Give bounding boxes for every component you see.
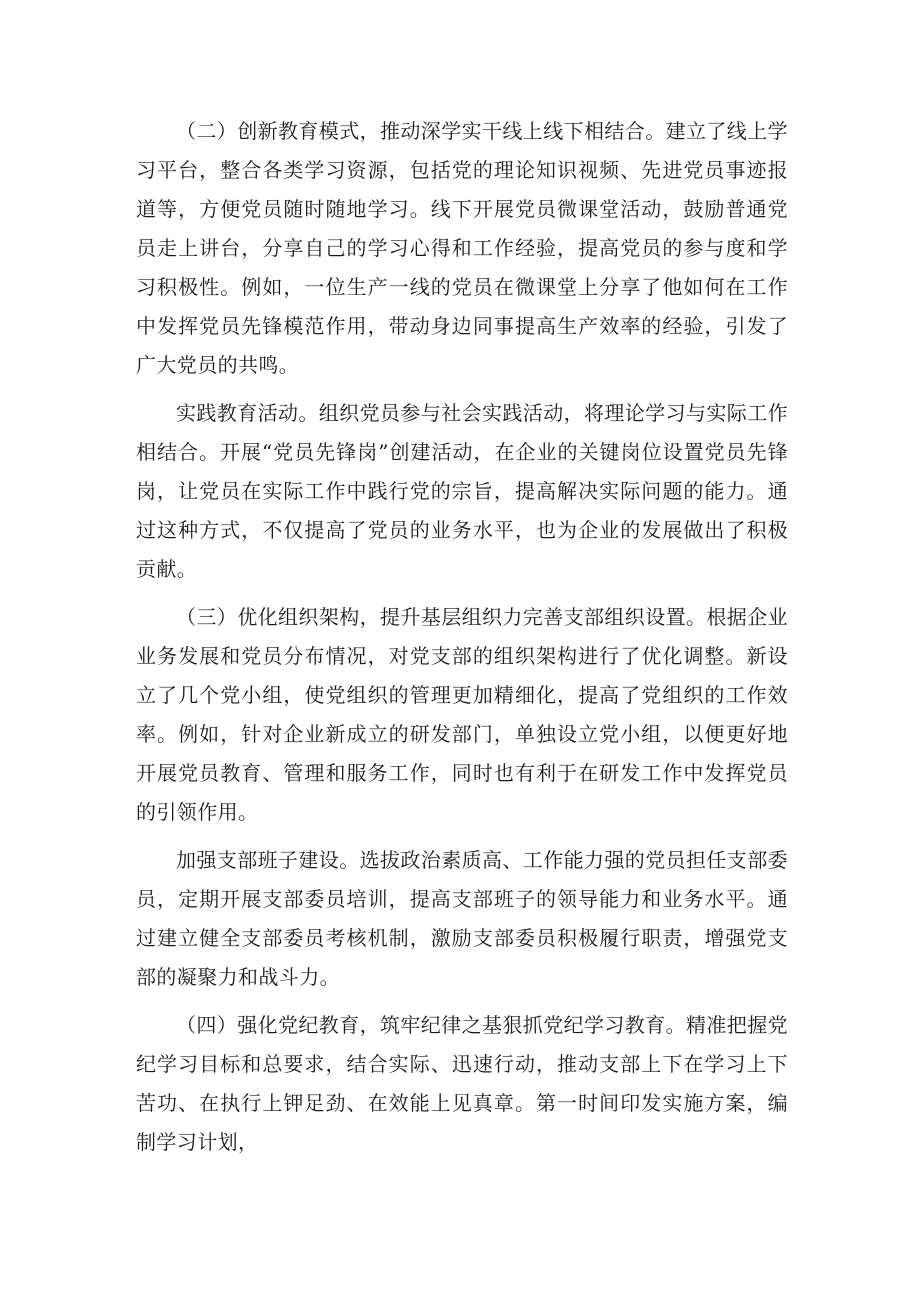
paragraph-branch-leadership: 加强支部班子建设。选拔政治素质高、工作能力强的党员担任支部委员，定期开展支部委员培训，提高支部班子的领导能力和业务水平。通过建立健全支部委员考核机制，激励支部委员积极履行职责，增强党支部的凝聚力和战斗力。	[136, 848, 788, 989]
document-body	[136, 112, 788, 1171]
paragraph-organization-structure: （三）优化组织架构，提升基层组织力完善支部组织设置。根据企业业务发展和党员分布情况，对党支部的组织架构进行了优化调整。新设立了几个党小组，使党组织的管理更加精细化，提高了党组织的工作效率。例如，针对企业新成立的研发部门，单独设立党小组，以便更好地开展党员教育、管理和服务工作，同时也有利于在研发工作中发挥党员的引领作用。	[136, 605, 788, 824]
paragraph-discipline-education: （四）强化党纪教育，筑牢纪律之基狠抓党纪学习教育。精准把握党纪学习目标和总要求，结合实际、迅速行动，推动支部上下在学习上下苦功、在执行上钾足劲、在效能上见真章。第一时间印发实施方案，编制学习计划，	[136, 1013, 788, 1154]
paragraph-practice-activities: 实践教育活动。组织党员参与社会实践活动，将理论学习与实际工作相结合。开展“党员先锋岗”创建活动，在企业的关键岗位设置党员先锋岗，让党员在实际工作中践行党的宗旨，提高解决实际问题的能力。通过这种方式，不仅提高了党员的业务水平，也为企业的发展做出了积极贡献。	[136, 401, 788, 581]
paragraph-education-mode: （二）创新教育模式，推动深学实干线上线下相结合。建立了线上学习平台，整合各类学习资源，包括党的理论知识视频、先进党员事迹报道等，方便党员随时随地学习。线下开展党员微课堂活动，鼓励普通党员走上讲台，分享自己的学习心得和工作经验，提高党员的参与度和学习积极性。例如，一位生产一线的党员在微课堂上分享了他如何在工作中发挥党员先锋模范作用，带动身边同事提高生产效率的经验，引发了广大党员的共鸣。	[136, 119, 788, 377]
